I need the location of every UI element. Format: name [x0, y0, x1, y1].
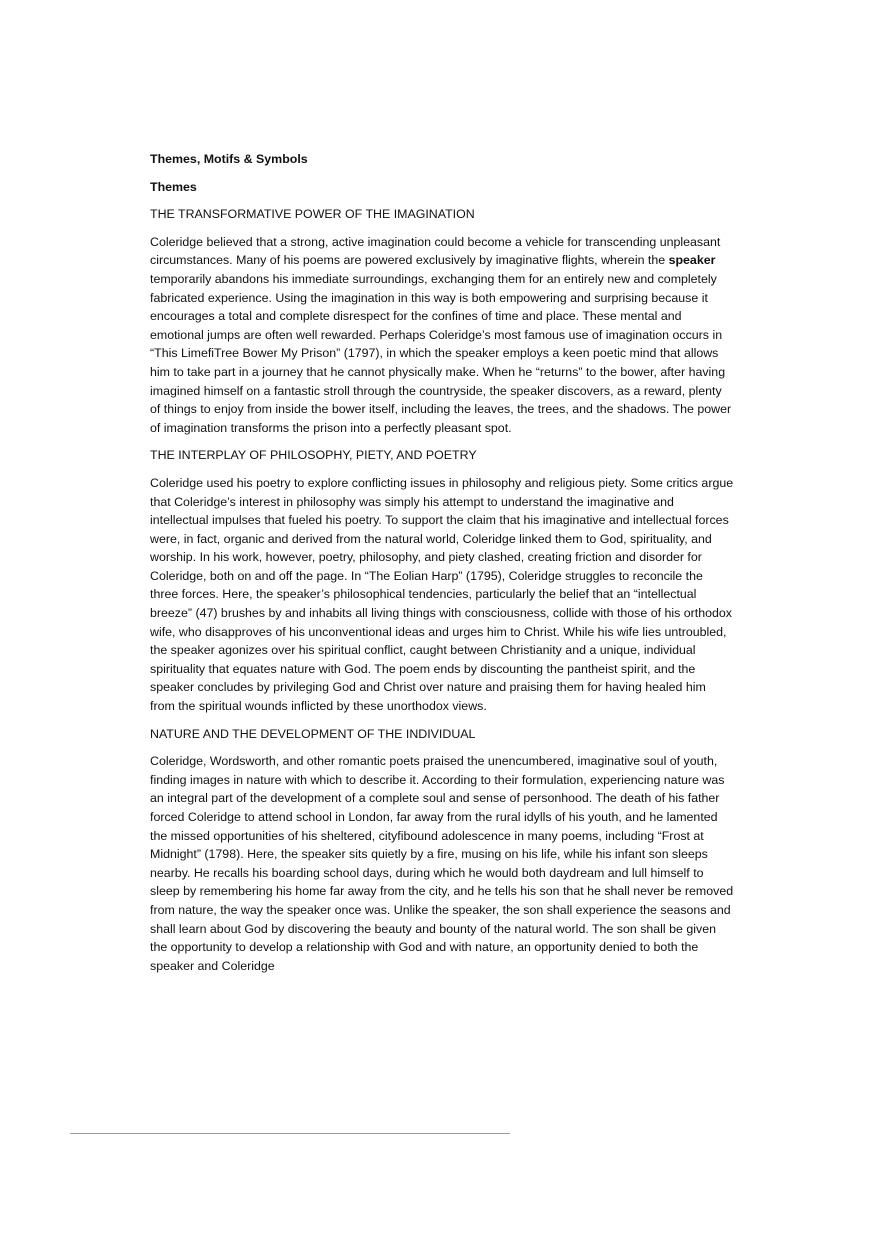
- section-heading-themes: Themes: [150, 179, 197, 194]
- theme-paragraph-philosophy: Coleridge used his poetry to explore conflicting issues in philosophy and religious piety. Some critics argue that Coleridge’s interest in philosophy was simply his attempt to understand the imaginative and intellectual impulses that fueled his poetry. To support the claim that his imaginative and intellectual forces were, in fact, organic and derived from the natural world, Coleridge linked them to God, spirituality, and worship. In his work, however, poetry, philosophy, and piety clashed, creating friction and disorder for Coleridge, both on and off the page. In “The Eolian Harp” (1795), Coleridge struggles to reconcile the three forces. Here, the speaker’s philosophical tendencies, particularly the belief that an “intellectual breeze” (47) brushes by and inhabits all living things with consciousness, collide with those of his orthodox wife, who disapproves of his unconventional ideas and urges him to Christ. While his wife lies untroubled, the speaker agonizes over his spiritual conflict, caught between Christianity and a unique, individual spirituality that equates nature with God. The poem ends by discounting the pantheist spirit, and the speaker concludes by privileging God and Christ over nature and praising them for having healed him from the spiritual wounds inflicted by these unorthodox views.: [150, 475, 734, 714]
- footer-divider: [70, 1133, 510, 1134]
- paragraph-text: Coleridge believed that a strong, active imagination could become a vehicle for transcending unpleasant circumstances. Many of his poems are powered exclusively by imaginative flights, wherein the: [150, 234, 721, 268]
- theme-heading-imagination: THE TRANSFORMATIVE POWER OF THE IMAGINATION: [150, 207, 475, 222]
- paragraph-text: temporarily abandons his immediate surroundings, exchanging them for an entirely new and completely fabricated experience. Using the imagination in this way is both empowering and surprising because it encourages a total and complete disrespect for the confines of time and place. These mental and emotional jumps are often well rewarded. Perhaps Coleridge’s most famous use of imagination occurs in “This LimefiTree Bower My Prison” (1797), in which the speaker employs a keen poetic mind that allows him to take part in a journey that he cannot physically make. When he “returns” to the bower, after having imagined himself on a fantastic stroll through the countryside, the speaker discovers, as a reward, plenty of things to enjoy from inside the bower itself, including the leaves, the trees, and the shadows. The power of imagination transforms the prison into a perfectly pleasant spot.: [150, 271, 732, 435]
- speaker-term: speaker: [668, 253, 716, 268]
- document-title: Themes, Motifs & Symbols: [150, 152, 308, 166]
- document-body: [150, 150, 734, 984]
- theme-heading-philosophy: THE INTERPLAY OF PHILOSOPHY, PIETY, AND POETRY: [150, 448, 477, 463]
- theme-paragraph-imagination: [150, 233, 734, 438]
- theme-paragraph-nature: Coleridge, Wordsworth, and other romantic poets praised the unencumbered, imaginative soul of youth, finding images in nature with which to describe it. According to their formulation, experiencing nature was an integral part of the development of a complete soul and sense of personhood. The death of his father forced Coleridge to attend school in London, far away from the rural idylls of his youth, and he lamented the missed opportunities of his sheltered, cityfibound adolescence in many poems, including “Frost at Midnight” (1798). Here, the speaker sits quietly by a fire, musing on his life, while his infant son sleeps nearby. He recalls his boarding school days, during which he would both daydream and lull himself to sleep by remembering his home far away from the city, and he tells his son that he shall never be removed from nature, the way the speaker once was. Unlike the speaker, the son shall experience the seasons and shall learn about God by discovering the beauty and bounty of the natural world. The son shall be given the opportunity to develop a relationship with God and with nature, an opportunity denied to both the speaker and Coleridge: [150, 754, 734, 973]
- theme-heading-nature: NATURE AND THE DEVELOPMENT OF THE INDIVIDUAL: [150, 726, 476, 741]
